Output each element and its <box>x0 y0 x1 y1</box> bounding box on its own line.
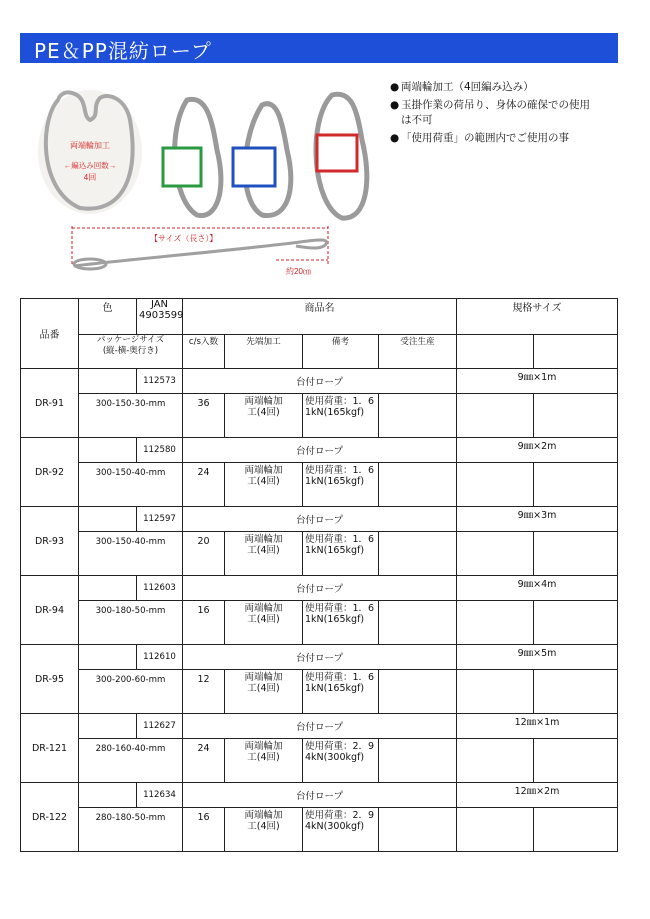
color-cell <box>79 714 137 739</box>
rope-length-photo <box>60 222 350 280</box>
spec-size: 9㎜×4m <box>457 576 618 601</box>
load-note: 使用荷重：1．6 1kN(165kgf) <box>303 670 379 714</box>
order-cell <box>379 670 457 714</box>
package-size: 300-180-50-mm <box>79 601 183 645</box>
feature-item: ● 両端輪加工（4回編み込み） <box>390 81 534 93</box>
product-code: DR-122 <box>21 783 79 852</box>
table-row <box>21 670 618 714</box>
spec-size: 9㎜×1m <box>457 369 618 394</box>
spec-size: 9㎜×3m <box>457 507 618 532</box>
product-name: 台付ロープ <box>183 576 457 601</box>
page-title: PE＆PP混紡ロープ <box>34 39 212 63</box>
splice-count: 4回 <box>83 173 97 182</box>
jan-code: 112573 <box>137 369 183 394</box>
color-cell <box>79 783 137 808</box>
jan-code: 112597 <box>137 507 183 532</box>
order-cell <box>379 601 457 645</box>
load-note: 使用荷重：2．9 4kN(300kgf) <box>303 739 379 783</box>
table-row <box>21 369 618 394</box>
spec-blank <box>457 532 534 576</box>
product-name: 台付ロープ <box>183 645 457 670</box>
product-name: 台付ロープ <box>183 714 457 739</box>
spec-blank <box>534 670 618 714</box>
table-row <box>21 601 618 645</box>
package-size: 280-180-50-mm <box>79 808 183 852</box>
table-row <box>21 394 618 438</box>
spec-blank <box>457 601 534 645</box>
load-note: 使用荷重：1．6 1kN(165kgf) <box>303 463 379 507</box>
header-cs: c/s入数 <box>183 335 225 369</box>
color-cell <box>79 369 137 394</box>
header-spec: 規格サイズ <box>457 299 618 335</box>
load-note: 使用荷重：1．6 1kN(165kgf) <box>303 394 379 438</box>
tip-processing: 両端輪加 工(4回) <box>225 463 303 507</box>
case-qty: 20 <box>183 532 225 576</box>
package-size: 300-150-30-mm <box>79 394 183 438</box>
feature-list <box>390 80 630 149</box>
case-qty: 24 <box>183 739 225 783</box>
header-tip: 先端加工 <box>225 335 303 369</box>
tip-processing: 両端輪加 工(4回) <box>225 670 303 714</box>
package-size: 300-150-40-mm <box>79 532 183 576</box>
spec-blank <box>534 394 618 438</box>
header-package: パッケージサイズ (縦‐横‐奥行き) <box>79 335 183 369</box>
header-code: 品番 <box>21 299 79 369</box>
jan-code: 112603 <box>137 576 183 601</box>
product-name: 台付ロープ <box>183 369 457 394</box>
feature-item: ● 玉掛作業の荷吊り、身体の確保での使用 は不可 <box>390 99 590 126</box>
jan-code: 112580 <box>137 438 183 463</box>
spec-blank <box>534 739 618 783</box>
spec-blank <box>457 739 534 783</box>
size-label: 【サイズ（長さ）】 <box>150 234 218 243</box>
order-cell <box>379 532 457 576</box>
jan-code: 112627 <box>137 714 183 739</box>
case-qty: 12 <box>183 670 225 714</box>
tip-processing: 両端輪加 工(4回) <box>225 739 303 783</box>
spec-blank <box>534 463 618 507</box>
load-note: 使用荷重：2．9 4kN(300kgf) <box>303 808 379 852</box>
product-name: 台付ロープ <box>183 507 457 532</box>
package-size: 300-150-40-mm <box>79 463 183 507</box>
spec-size: 9㎜×5m <box>457 645 618 670</box>
product-code: DR-93 <box>21 507 79 576</box>
product-code: DR-91 <box>21 369 79 438</box>
product-code: DR-95 <box>21 645 79 714</box>
rope-loop-photo <box>30 80 150 220</box>
header-blank <box>457 335 534 369</box>
product-name: 台付ロープ <box>183 783 457 808</box>
load-note: 使用荷重：1．6 1kN(165kgf) <box>303 601 379 645</box>
case-qty: 16 <box>183 808 225 852</box>
order-cell <box>379 739 457 783</box>
order-cell <box>379 808 457 852</box>
product-code: DR-92 <box>21 438 79 507</box>
spec-size: 9㎜×2m <box>457 438 618 463</box>
spec-blank <box>457 463 534 507</box>
spec-blank <box>457 670 534 714</box>
packaged-ropes-photo <box>157 80 379 225</box>
table-row <box>21 532 618 576</box>
table-row <box>21 808 618 852</box>
color-cell <box>79 507 137 532</box>
package-size: 280-160-40-mm <box>79 739 183 783</box>
header-color: 色 <box>79 299 137 335</box>
jan-code: 112610 <box>137 645 183 670</box>
spec-blank <box>534 808 618 852</box>
table-row <box>21 645 618 670</box>
spec-table <box>20 298 618 852</box>
spec-size: 12㎜×1m <box>457 714 618 739</box>
table-row <box>21 507 618 532</box>
product-name: 台付ロープ <box>183 438 457 463</box>
tip-processing: 両端輪加 工(4回) <box>225 394 303 438</box>
header-jan: JAN 4903599 <box>137 299 183 335</box>
header-blank <box>534 335 618 369</box>
header-order: 受注生産 <box>379 335 457 369</box>
order-cell <box>379 463 457 507</box>
title-bar <box>20 33 618 63</box>
case-qty: 36 <box>183 394 225 438</box>
order-cell <box>379 394 457 438</box>
processing-label: 両端輪加工 <box>70 141 110 150</box>
product-code: DR-121 <box>21 714 79 783</box>
table-row <box>21 576 618 601</box>
table-row <box>21 463 618 507</box>
spec-blank <box>534 601 618 645</box>
package-size: 300-200-60-mm <box>79 670 183 714</box>
product-code: DR-94 <box>21 576 79 645</box>
feature-item: ● 「使用荷重」の範囲内でご使用の事 <box>390 132 569 144</box>
color-cell <box>79 576 137 601</box>
spec-blank <box>534 532 618 576</box>
jan-code: 112634 <box>137 783 183 808</box>
spec-blank <box>457 808 534 852</box>
eye-size-label: 約20㎝ <box>286 267 311 276</box>
table-row <box>21 714 618 739</box>
case-qty: 24 <box>183 463 225 507</box>
table-row <box>21 438 618 463</box>
color-cell <box>79 438 137 463</box>
color-cell <box>79 645 137 670</box>
tip-processing: 両端輪加 工(4回) <box>225 808 303 852</box>
splice-label: ←編込み回数→ <box>63 161 117 170</box>
tip-processing: 両端輪加 工(4回) <box>225 532 303 576</box>
spec-blank <box>457 394 534 438</box>
spec-size: 12㎜×2m <box>457 783 618 808</box>
table-row <box>21 783 618 808</box>
table-row <box>21 739 618 783</box>
tip-processing: 両端輪加 工(4回) <box>225 601 303 645</box>
header-product: 商品名 <box>183 299 457 335</box>
case-qty: 16 <box>183 601 225 645</box>
header-note: 備考 <box>303 335 379 369</box>
load-note: 使用荷重：1．6 1kN(165kgf) <box>303 532 379 576</box>
